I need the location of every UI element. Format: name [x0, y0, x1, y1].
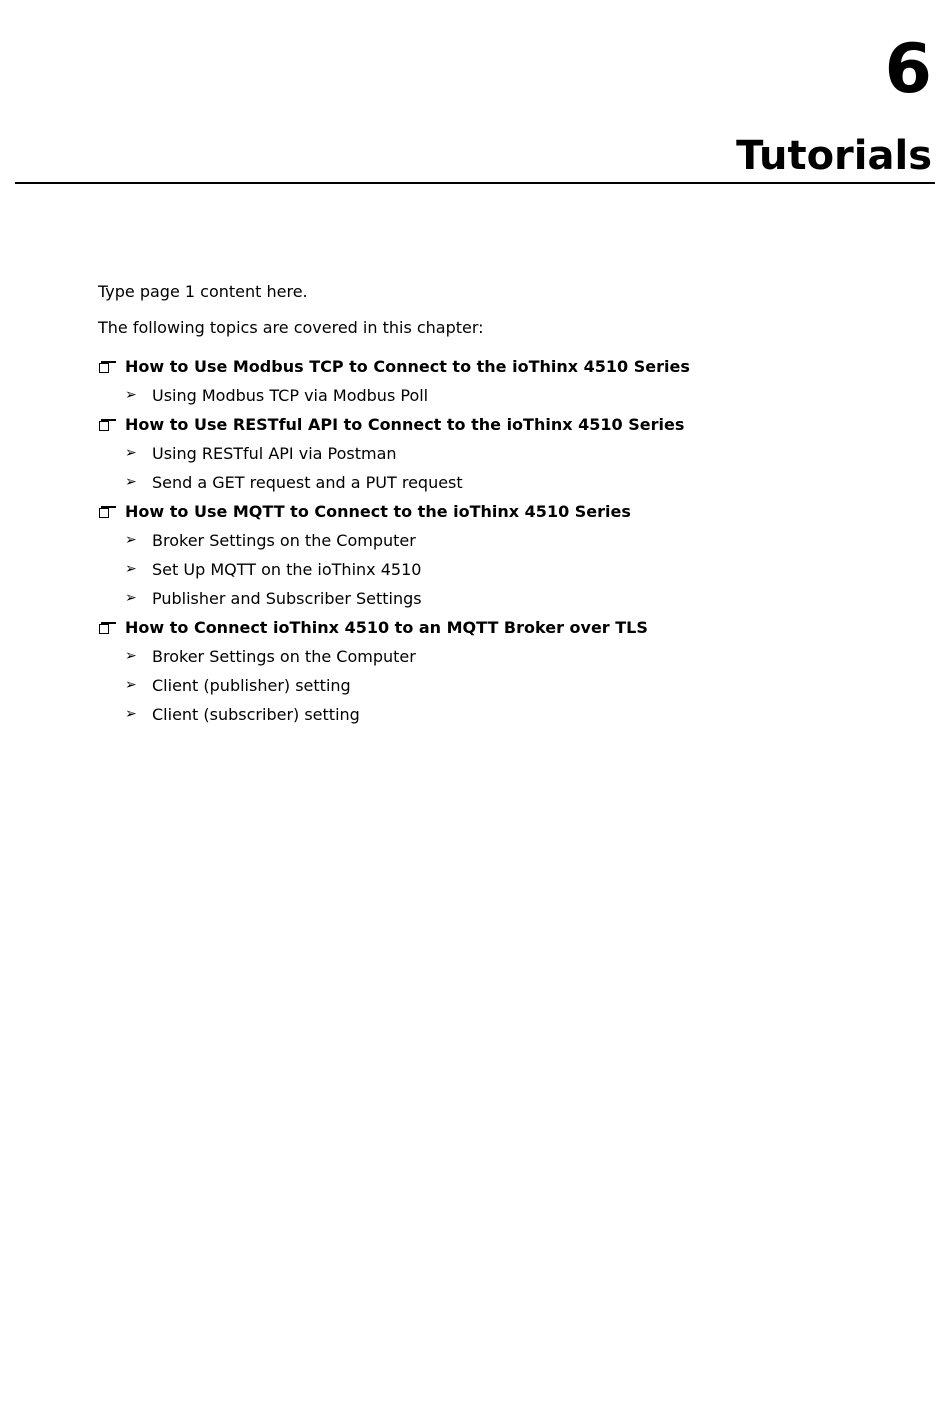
- subtopic-list: [98, 381, 898, 410]
- arrow-bullet-icon: ➢: [125, 561, 137, 577]
- topics-lead-paragraph: The following topics are covered in this chapter:: [98, 318, 484, 337]
- chapter-number: 6: [884, 30, 932, 109]
- title-divider: [15, 182, 935, 184]
- topic-item: [98, 352, 898, 410]
- topic-item: [98, 410, 898, 497]
- subtopic-label[interactable]: Using RESTful API via Postman: [152, 444, 397, 463]
- arrow-bullet-icon: ➢: [125, 474, 137, 490]
- topic-item: [98, 497, 898, 613]
- topic-label[interactable]: How to Use Modbus TCP to Connect to the ioThinx 4510 Series: [125, 357, 690, 376]
- topic-label[interactable]: How to Connect ioThinx 4510 to an MQTT Broker over TLS: [125, 618, 648, 637]
- subtopic-label[interactable]: Send a GET request and a PUT request: [152, 473, 463, 492]
- arrow-bullet-icon: ➢: [125, 532, 137, 548]
- square-box-icon: [98, 613, 110, 642]
- subtopic-item: [125, 700, 898, 729]
- subtopic-list: [98, 526, 898, 613]
- square-box-icon: [98, 410, 110, 439]
- arrow-bullet-icon: ➢: [125, 445, 137, 461]
- subtopic-item: [125, 584, 898, 613]
- subtopic-label[interactable]: Broker Settings on the Computer: [152, 647, 416, 666]
- subtopic-list: [98, 439, 898, 497]
- arrow-bullet-icon: ➢: [125, 706, 137, 722]
- subtopic-label[interactable]: Broker Settings on the Computer: [152, 531, 416, 550]
- placeholder-paragraph: Type page 1 content here.: [98, 282, 308, 301]
- subtopic-list: [98, 642, 898, 729]
- arrow-bullet-icon: ➢: [125, 590, 137, 606]
- topic-item: [98, 613, 898, 729]
- arrow-bullet-icon: ➢: [125, 387, 137, 403]
- chapter-intro: [98, 280, 898, 729]
- subtopic-item: [125, 381, 898, 410]
- subtopic-item: [125, 671, 898, 700]
- chapter-title: Tutorials: [736, 133, 932, 179]
- topic-label[interactable]: How to Use RESTful API to Connect to the ioThinx 4510 Series: [125, 415, 685, 434]
- square-box-icon: [98, 352, 110, 381]
- topic-label[interactable]: How to Use MQTT to Connect to the ioThinx 4510 Series: [125, 502, 631, 521]
- subtopic-label[interactable]: Client (subscriber) setting: [152, 705, 360, 724]
- subtopic-label[interactable]: Set Up MQTT on the ioThinx 4510: [152, 560, 422, 579]
- subtopic-item: [125, 555, 898, 584]
- topic-list: [98, 352, 898, 729]
- arrow-bullet-icon: ➢: [125, 677, 137, 693]
- subtopic-item: [125, 468, 898, 497]
- subtopic-label[interactable]: Using Modbus TCP via Modbus Poll: [152, 386, 429, 405]
- subtopic-item: [125, 642, 898, 671]
- square-box-icon: [98, 497, 110, 526]
- subtopic-item: [125, 439, 898, 468]
- arrow-bullet-icon: ➢: [125, 648, 137, 664]
- subtopic-item: [125, 526, 898, 555]
- subtopic-label[interactable]: Publisher and Subscriber Settings: [152, 589, 422, 608]
- subtopic-label[interactable]: Client (publisher) setting: [152, 676, 351, 695]
